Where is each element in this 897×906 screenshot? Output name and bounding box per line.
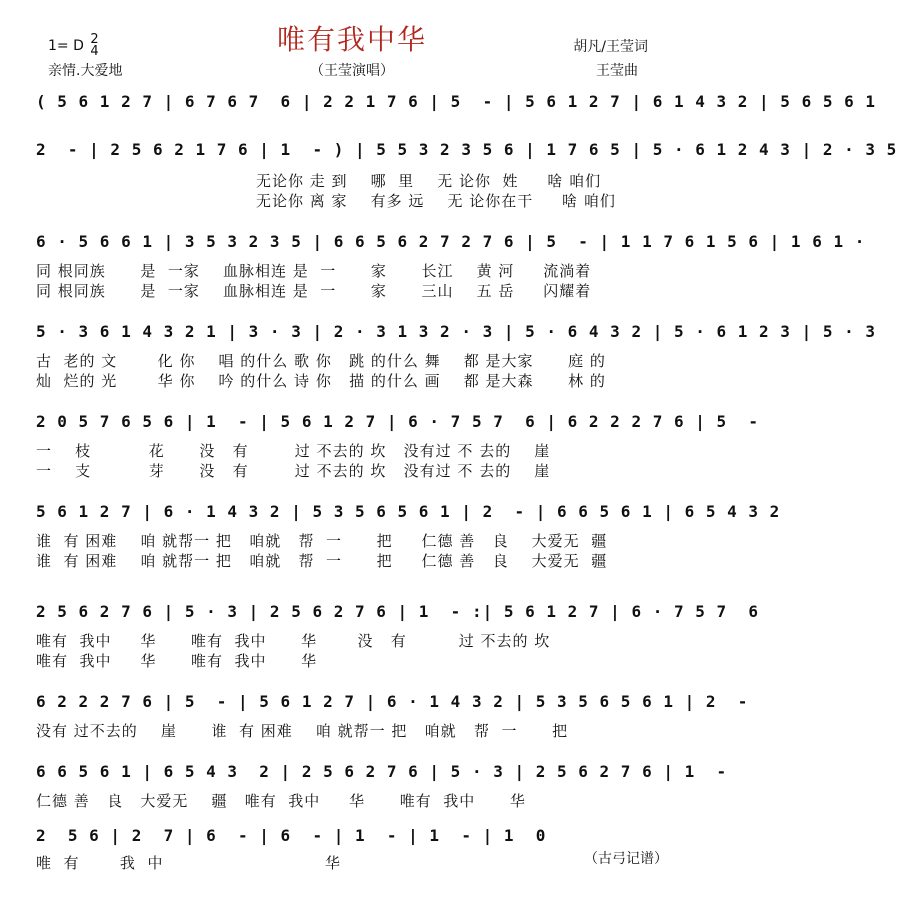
notation-line: 2 5 6 | 2 7 | 6 - | 6 - | 1 - | 1 - | 1 0 — [36, 826, 547, 845]
lyrics-verse-2: 一 支 芽 没 有 过 不去的 坎 没有过 不 去的 崖 — [36, 462, 551, 480]
album-name: 亲情.大爱地 — [48, 63, 123, 79]
lyrics-verse-1: 唯 有 我 中 华 — [36, 854, 341, 872]
notation-line: 5 6 1 2 7 | 6 · 1 4 3 2 | 5 3 5 6 5 6 1 | 2 - | 6 6 5 6 1 | 6 5 4 3 2 — [36, 502, 781, 521]
lyrics-verse-1: 古 老的 文 化 你 唱 的什么 歌 你 跳 的什么 舞 都 是大家 庭 的 — [36, 352, 606, 370]
lyrics-verse-1: 仁德 善 良 大爱无 疆 唯有 我中 华 唯有 我中 华 — [36, 792, 526, 810]
lyrics-verse-1: 同 根同族 是 一家 血脉相连 是 一 家 长江 黄 河 流淌着 — [36, 262, 592, 280]
lyrics-verse-1: 没有 过不去的 崖 谁 有 困难 咱 就帮一 把 咱就 帮 一 把 — [36, 722, 569, 740]
time-signature — [90, 34, 98, 58]
time-signature-bottom: 4 — [90, 44, 99, 59]
notation-line: 5 · 3 6 1 4 3 2 1 | 3 · 3 | 2 · 3 1 3 2 · 3 | 5 · 6 4 3 2 | 5 · 6 1 2 3 | 5 · 3 — [36, 322, 876, 341]
lyrics-verse-1: 一 枝 花 没 有 过 不去的 坎 没有过 不 去的 崖 — [36, 442, 551, 460]
notation-line: 2 0 5 7 6 5 6 | 1 - | 5 6 1 2 7 | 6 · 7 5 7 6 | 6 2 2 2 7 6 | 5 - — [36, 412, 760, 431]
composer: 王莹曲 — [596, 63, 638, 79]
lyrics-verse-1: 唯有 我中 华 唯有 我中 华 没 有 过 不去的 坎 — [36, 632, 551, 650]
notation-line: 6 2 2 2 7 6 | 5 - | 5 6 1 2 7 | 6 · 1 4 3 2 | 5 3 5 6 5 6 1 | 2 - — [36, 692, 749, 711]
notation-line: ( 5 6 1 2 7 | 6 7 6 7 6 | 2 2 1 7 6 | 5 - | 5 6 1 2 7 | 6 1 4 3 2 | 5 6 5 6 1 — [36, 92, 876, 111]
lyrics-verse-1: 谁 有 困难 咱 就帮一 把 咱就 帮 一 把 仁德 善 良 大爱无 疆 — [36, 532, 608, 550]
notation-line: 6 · 5 6 6 1 | 3 5 3 2 3 5 | 6 6 5 6 2 7 2 7 6 | 5 - | 1 1 7 6 1 5 6 | 1 6 1 · — [36, 232, 866, 251]
time-signature-top: 2 — [90, 32, 99, 47]
song-title: 唯有我中华 — [276, 23, 427, 56]
lyrics-verse-2: 唯有 我中 华 唯有 我中 华 — [36, 652, 318, 670]
lyrics-verse-2: 无论你 离 家 有多 远 无 论你在干 啥 咱们 — [256, 192, 616, 210]
notation-line: 2 5 6 2 7 6 | 5 · 3 | 2 5 6 2 7 6 | 1 - :| 5 6 1 2 7 | 6 · 7 5 7 6 — [36, 602, 760, 621]
notation-line: 6 6 5 6 1 | 6 5 4 3 2 | 2 5 6 2 7 6 | 5 · 3 | 2 5 6 2 7 6 | 1 - — [36, 762, 728, 781]
lyricist: 胡凡/王莹词 — [573, 39, 648, 55]
lyrics-verse-2: 灿 烂的 光 华 你 吟 的什么 诗 你 描 的什么 画 都 是大森 林 的 — [36, 372, 606, 390]
notation-line: 2 - | 2 5 6 2 1 7 6 | 1 - ) | 5 5 3 2 3 5 6 | 1 7 6 5 | 5 · 6 1 2 4 3 | 2 · 3 5 — [36, 140, 897, 159]
lyrics-verse-1: 无论你 走 到 哪 里 无 论你 姓 啥 咱们 — [256, 172, 602, 190]
singer-note: （王莹演唱） — [310, 63, 394, 79]
key-signature — [48, 34, 99, 58]
key-label: 1= D — [48, 38, 84, 54]
lyrics-verse-2: 同 根同族 是 一家 血脉相连 是 一 家 三山 五 岳 闪耀着 — [36, 282, 592, 300]
transcriber-credit: （古弓记谱） — [584, 851, 668, 867]
lyrics-verse-2: 谁 有 困难 咱 就帮一 把 咱就 帮 一 把 仁德 善 良 大爱无 疆 — [36, 552, 608, 570]
